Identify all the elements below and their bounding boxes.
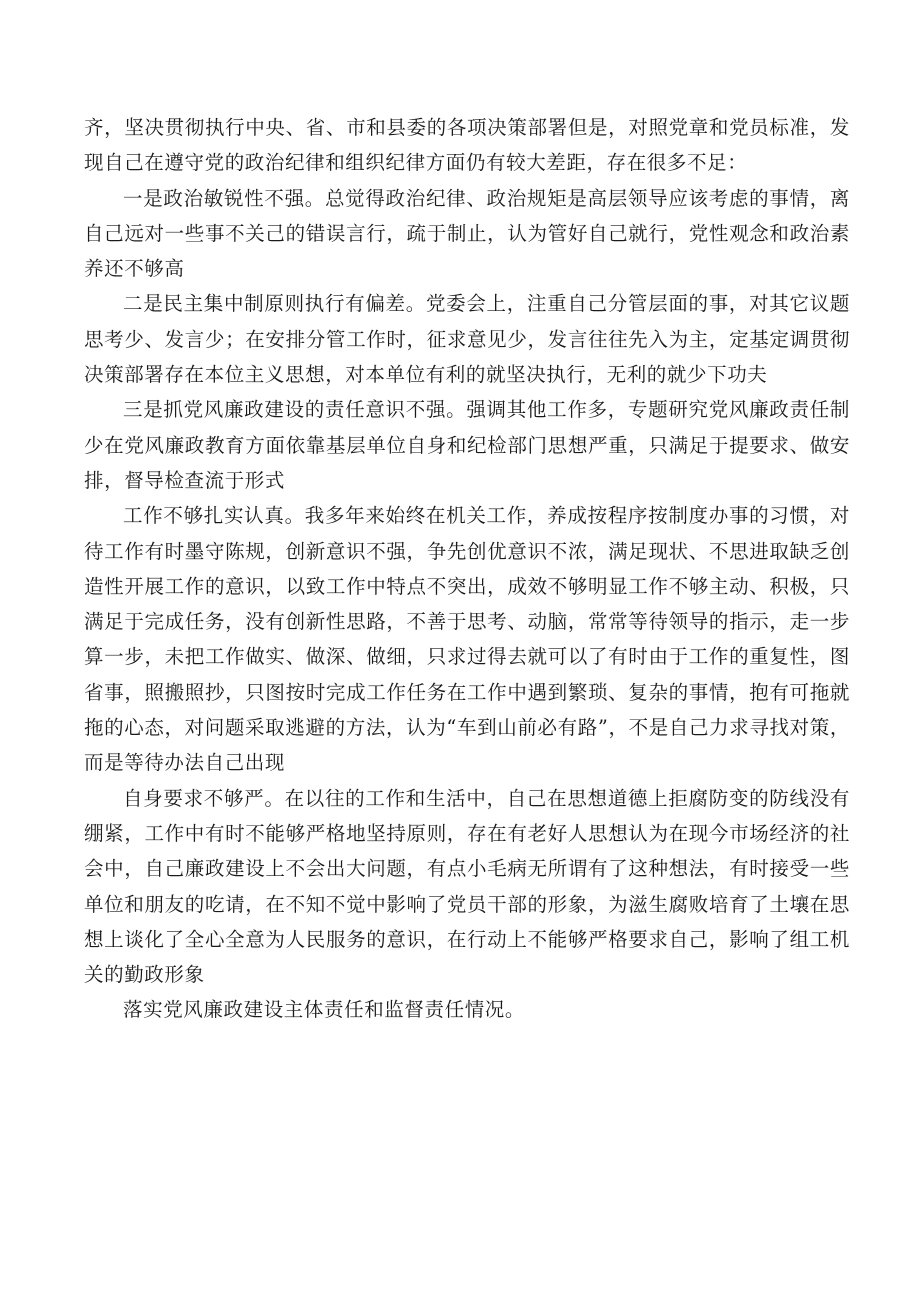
paragraph-self-discipline: 自身要求不够严。在以往的工作和生活中，自己在思想道德上拒腐防变的防线没有绷紧，工作中有时不能够严格地坚持原则，存在有老好人思想认为在现今市场经济的社会中，自己廉政建设上不会出大问题，有点小毛病无所谓有了这种想法，有时接受一些单位和朋友的吃请，在不知不觉中影响了党员干部的形象，为滋生腐败培育了土壤在思想上谈化了全心全意为人民服务的意识，在行动上不能够严格要求自己，影响了组工机关的勤政形象 — [84, 786, 850, 987]
paragraph-work-diligence: 工作不够扎实认真。我多年来始终在机关工作，养成按程序按制度办事的习惯，对待工作有时墨守陈规，创新意识不强，争先创优意识不浓，满足现状、不思进取缺乏创造性开展工作的意识，以致工作中特点不突出，成效不够明显工作不够主动、积极，只满足于完成任务，没有创新性思路，不善于思考、动脑，常常等待领导的指示，走一步算一步，未把工作做实、做深、做细，只求过得去就可以了有时由于工作的重复性，图省事，照搬照抄，只图按时完成工作任务在工作中遇到繁琐、复杂的事情，抱有可拖就拖的心态，对问题采取逃避的方法，认为“车到山前必有路”，不是自己力求寻找对策，而是等待办法自己出现 — [84, 504, 850, 775]
paragraph-democratic-centralism: 二是民主集中制原则执行有偏差。党委会上，注重自己分管层面的事，对其它议题思考少、发言少；在安排分管工作时，征求意见少，发言往往先入为主，定基定调贯彻决策部署存在本位主义思想，对本单位有利的就坚决执行，无利的就少下功夫 — [84, 292, 850, 387]
paragraph-political-sensitivity: 一是政治敏锐性不强。总觉得政治纪律、政治规矩是高层领导应该考虑的事情，离自己远对一些事不关己的错误言行，疏于制止，认为管好自己就行，党性观念和政治素养还不够高 — [84, 186, 850, 281]
paragraph-continuation: 齐，坚决贯彻执行中央、省、市和县委的各项决策部署但是，对照党章和党员标准，发现自己在遵守党的政治纪律和组织纪律方面仍有较大差距，存在很多不足： — [84, 116, 850, 175]
paragraph-clean-governance-responsibility: 三是抓党风廉政建设的责任意识不强。强调其他工作多，专题研究党风廉政责任制少在党风廉政教育方面依靠基层单位自身和纪检部门思想严重，只满足于提要求、做安排，督导检查流于形式 — [84, 398, 850, 492]
paragraph-supervision-responsibility: 落实党风廉政建设主体责任和监督责任情况。 — [123, 998, 526, 1022]
document-body — [84, 110, 850, 1028]
